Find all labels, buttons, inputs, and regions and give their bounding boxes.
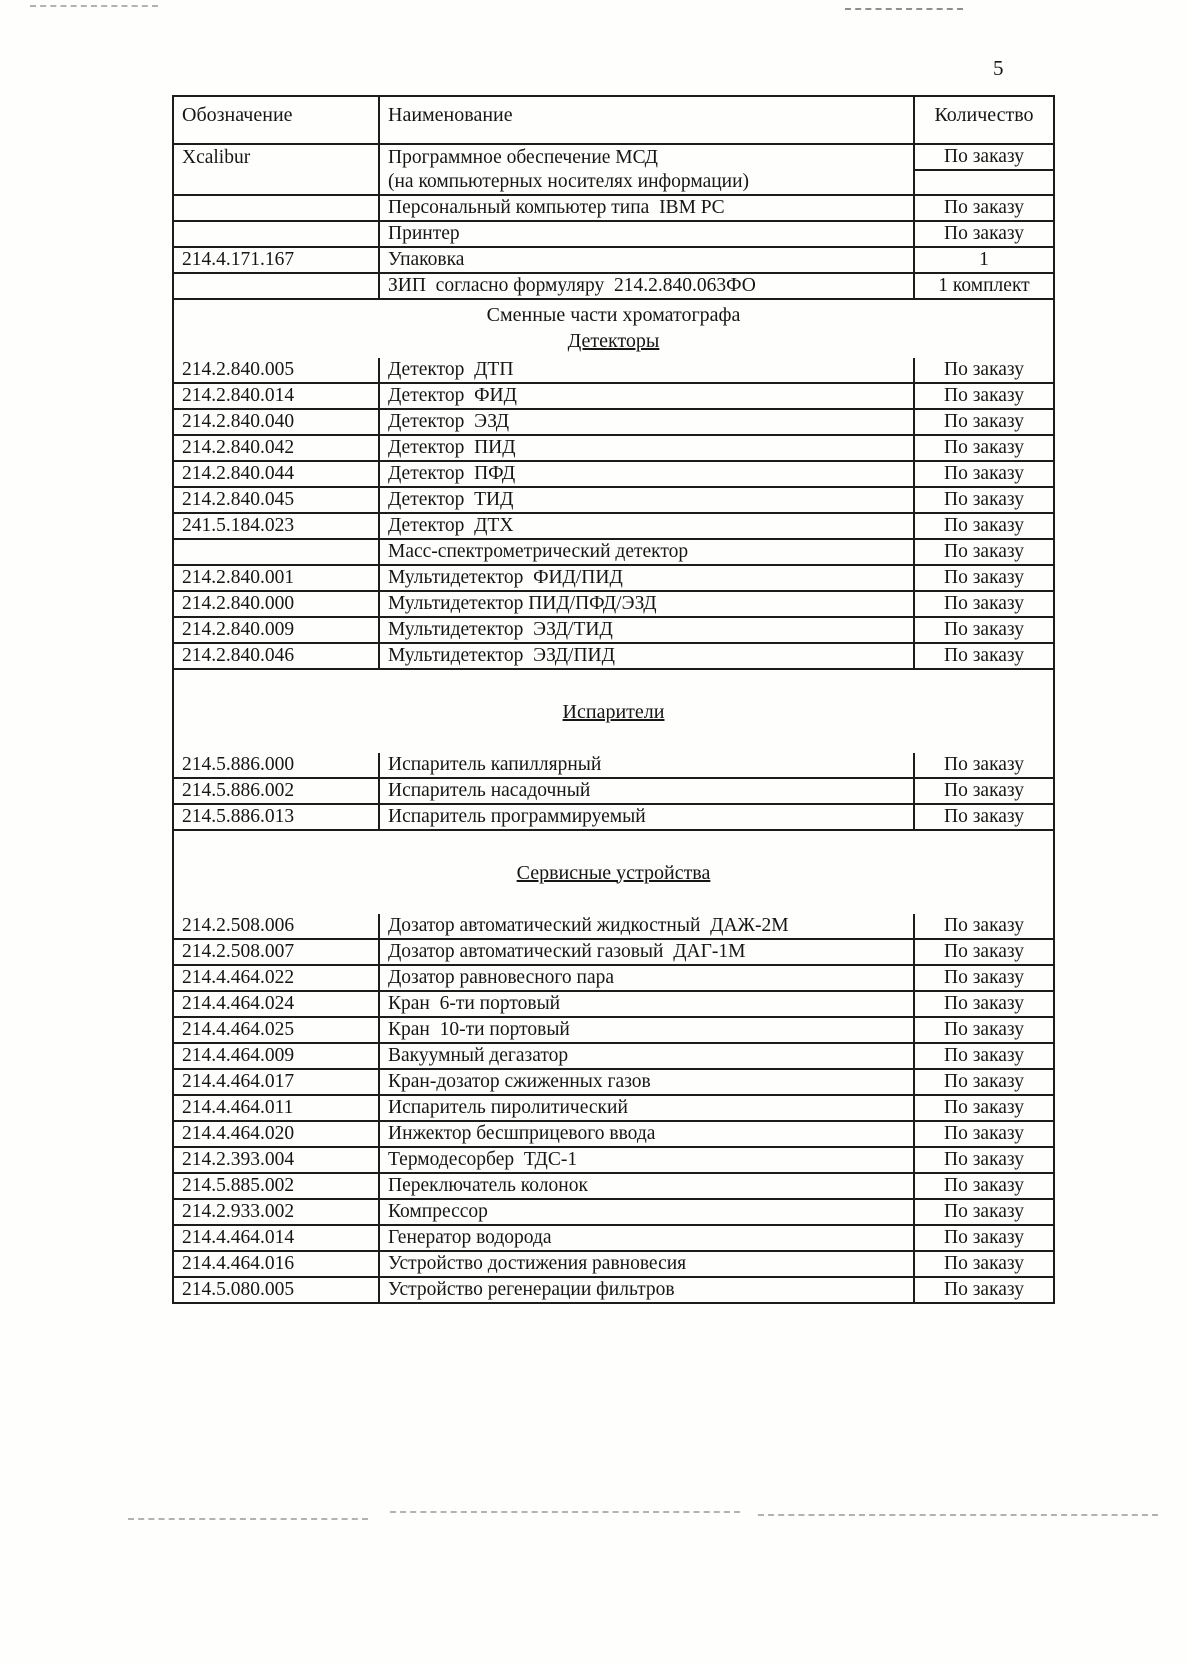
- cell-code: 214.2.840.046: [173, 643, 379, 669]
- cell-code: 214.4.464.014: [173, 1225, 379, 1251]
- table-row: [173, 1277, 1054, 1303]
- cell-code: [173, 195, 379, 221]
- cell-name: Детектор ДТХ: [379, 513, 914, 539]
- cell-code: [173, 273, 379, 299]
- section-cell: [173, 299, 1054, 358]
- table-row: [173, 513, 1054, 539]
- col-header-designation: Обозначение: [173, 96, 379, 144]
- cell-code: 214.4.464.016: [173, 1251, 379, 1277]
- table-row: [173, 1121, 1054, 1147]
- cell-name: Кран-дозатор сжиженных газов: [379, 1069, 914, 1095]
- cell-name: Испаритель пиролитический: [379, 1095, 914, 1121]
- cell-code: 214.2.840.001: [173, 565, 379, 591]
- section-row: [173, 299, 1054, 358]
- cell-qty: По заказу: [914, 1199, 1054, 1225]
- cell-code: 214.2.840.005: [173, 358, 379, 383]
- scan-artifact: [390, 1511, 740, 1513]
- cell-code: 214.4.464.011: [173, 1095, 379, 1121]
- table-row: [173, 1225, 1054, 1251]
- cell-name: Масс-спектрометрический детектор: [379, 539, 914, 565]
- cell-name: Генератор водорода: [379, 1225, 914, 1251]
- table-row: [173, 617, 1054, 643]
- cell-code: 214.4.464.020: [173, 1121, 379, 1147]
- table-body: [173, 144, 1054, 1303]
- cell-code: 214.2.840.000: [173, 591, 379, 617]
- cell-qty: По заказу: [914, 487, 1054, 513]
- cell-code: 214.2.933.002: [173, 1199, 379, 1225]
- cell-code: [173, 170, 379, 195]
- table-row: [173, 914, 1054, 939]
- cell-qty: По заказу: [914, 435, 1054, 461]
- table-row: [173, 1095, 1054, 1121]
- cell-name: Детектор ЭЗД: [379, 409, 914, 435]
- cell-name: Мультидетектор ЭЗД/ПИД: [379, 643, 914, 669]
- parts-table: [172, 95, 1055, 1304]
- cell-name: Мультидетектор ЭЗД/ТИД: [379, 617, 914, 643]
- table-row: [173, 778, 1054, 804]
- cell-code: 214.5.886.000: [173, 753, 379, 778]
- cell-name: Термодесорбер ТДС-1: [379, 1147, 914, 1173]
- cell-name: Дозатор автоматический газовый ДАГ-1М: [379, 939, 914, 965]
- cell-name: Переключатель колонок: [379, 1173, 914, 1199]
- scan-artifact: [758, 1514, 1158, 1516]
- table-row: [173, 435, 1054, 461]
- table-row: [173, 804, 1054, 830]
- page-number: 5: [993, 56, 1004, 80]
- cell-qty: 1 комплект: [914, 273, 1054, 299]
- table-row: [173, 221, 1054, 247]
- section-title: Сервисные устройства: [516, 861, 711, 884]
- section-row: [173, 669, 1054, 753]
- cell-code: 241.5.184.023: [173, 513, 379, 539]
- scan-artifact: [845, 8, 963, 10]
- cell-qty: По заказу: [914, 591, 1054, 617]
- cell-code: 214.2.840.040: [173, 409, 379, 435]
- table-row: [173, 965, 1054, 991]
- cell-code: 214.5.080.005: [173, 1277, 379, 1303]
- cell-qty: По заказу: [914, 461, 1054, 487]
- table-row: [173, 358, 1054, 383]
- table-row: [173, 1017, 1054, 1043]
- cell-name: Устройство достижения равновесия: [379, 1251, 914, 1277]
- cell-qty: По заказу: [914, 1277, 1054, 1303]
- cell-name: ЗИП согласно формуляру 214.2.840.063ФО: [379, 273, 914, 299]
- cell-name: Персональный компьютер типа IBM PC: [379, 195, 914, 221]
- table-row: [173, 565, 1054, 591]
- cell-name: Упаковка: [379, 247, 914, 273]
- table-row: [173, 991, 1054, 1017]
- cell-code: Xcalibur: [182, 146, 251, 168]
- cell-code: 214.5.886.002: [173, 778, 379, 804]
- cell-name: Испаритель программируемый: [379, 804, 914, 830]
- cell-code: [173, 221, 379, 247]
- cell-name: Устройство регенерации фильтров: [379, 1277, 914, 1303]
- cell-name: Вакуумный дегазатор: [379, 1043, 914, 1069]
- cell-qty: По заказу: [914, 1121, 1054, 1147]
- cell-name: Принтер: [379, 221, 914, 247]
- cell-qty: По заказу: [914, 1095, 1054, 1121]
- cell-name: Дозатор равновесного пара: [379, 965, 914, 991]
- table-row: [173, 461, 1054, 487]
- cell-code: 214.2.840.044: [173, 461, 379, 487]
- cell-qty: По заказу: [914, 914, 1054, 939]
- cell-name: Программное обеспечение МСД: [379, 144, 914, 170]
- cell-name: Кран 6-ти портовый: [379, 991, 914, 1017]
- cell-name: Детектор ПИД: [379, 435, 914, 461]
- table-row: [173, 383, 1054, 409]
- col-header-quantity: Количество: [914, 96, 1054, 144]
- table-row: [173, 1147, 1054, 1173]
- cell-name: Испаритель насадочный: [379, 778, 914, 804]
- table-row: [173, 539, 1054, 565]
- table-row: [173, 170, 1054, 195]
- cell-qty: По заказу: [914, 1043, 1054, 1069]
- cell-qty: По заказу: [914, 778, 1054, 804]
- section-title: Сменные части хроматографа: [486, 304, 741, 326]
- cell-qty: [914, 170, 1054, 195]
- section-cell: [173, 830, 1054, 914]
- cell-qty: По заказу: [914, 144, 1054, 170]
- section-row: [173, 830, 1054, 914]
- cell-code: 214.4.171.167: [173, 247, 379, 273]
- cell-name: Дозатор автоматический жидкостный ДАЖ-2М: [379, 914, 914, 939]
- table-row: [173, 643, 1054, 669]
- cell-qty: По заказу: [914, 358, 1054, 383]
- cell-name: Детектор ПФД: [379, 461, 914, 487]
- table-row: [173, 1199, 1054, 1225]
- cell-qty: По заказу: [914, 965, 1054, 991]
- cell-code: 214.2.840.042: [173, 435, 379, 461]
- cell-code: 214.2.508.007: [173, 939, 379, 965]
- table-row: [173, 144, 1054, 170]
- section-title: Испарители: [562, 700, 665, 723]
- cell-qty: По заказу: [914, 565, 1054, 591]
- section-title: Детекторы: [567, 330, 660, 352]
- table-row: [173, 939, 1054, 965]
- cell-qty: По заказу: [914, 409, 1054, 435]
- cell-name: Кран 10-ти портовый: [379, 1017, 914, 1043]
- cell-qty: По заказу: [914, 753, 1054, 778]
- cell-code: 214.5.886.013: [173, 804, 379, 830]
- cell-qty: По заказу: [914, 991, 1054, 1017]
- cell-name: Детектор ФИД: [379, 383, 914, 409]
- table-row: [173, 1173, 1054, 1199]
- table-header-row: [173, 96, 1054, 144]
- cell-qty: По заказу: [914, 1147, 1054, 1173]
- cell-code: 214.4.464.025: [173, 1017, 379, 1043]
- cell-qty: По заказу: [914, 513, 1054, 539]
- cell-name: Испаритель капиллярный: [379, 753, 914, 778]
- cell-qty: По заказу: [914, 195, 1054, 221]
- col-header-name: Наименование: [379, 96, 914, 144]
- table-row: [173, 1043, 1054, 1069]
- table-row: [173, 487, 1054, 513]
- cell-code: 214.2.393.004: [173, 1147, 379, 1173]
- table-row: [173, 753, 1054, 778]
- cell-code: 214.4.464.017: [173, 1069, 379, 1095]
- cell-name: (на компьютерных носителях информации): [379, 170, 914, 195]
- cell-code: 214.2.840.009: [173, 617, 379, 643]
- cell-code: 214.4.464.024: [173, 991, 379, 1017]
- cell-qty: По заказу: [914, 804, 1054, 830]
- cell-qty: 1: [914, 247, 1054, 273]
- cell-qty: По заказу: [914, 539, 1054, 565]
- cell-name: Детектор ДТП: [379, 358, 914, 383]
- cell-code: 214.2.840.045: [173, 487, 379, 513]
- cell-qty: По заказу: [914, 383, 1054, 409]
- cell-code: 214.4.464.009: [173, 1043, 379, 1069]
- cell-name: Детектор ТИД: [379, 487, 914, 513]
- cell-qty: По заказу: [914, 617, 1054, 643]
- cell-qty: По заказу: [914, 1069, 1054, 1095]
- scan-artifact: [128, 1518, 368, 1520]
- cell-qty: По заказу: [914, 643, 1054, 669]
- table-row: [173, 409, 1054, 435]
- cell-qty: По заказу: [914, 221, 1054, 247]
- cell-name: Мультидетектор ПИД/ПФД/ЭЗД: [379, 591, 914, 617]
- cell-code: 214.2.508.006: [173, 914, 379, 939]
- section-cell: [173, 669, 1054, 753]
- table-row: [173, 1251, 1054, 1277]
- cell-qty: По заказу: [914, 1251, 1054, 1277]
- table-row: [173, 273, 1054, 299]
- cell-qty: По заказу: [914, 939, 1054, 965]
- cell-code: 214.4.464.022: [173, 965, 379, 991]
- table-row: [173, 195, 1054, 221]
- cell-code: [173, 539, 379, 565]
- cell-qty: По заказу: [914, 1225, 1054, 1251]
- cell-name: Мультидетектор ФИД/ПИД: [379, 565, 914, 591]
- table-row: [173, 591, 1054, 617]
- table-row: [173, 247, 1054, 273]
- cell-code: 214.5.885.002: [173, 1173, 379, 1199]
- table-row: [173, 1069, 1054, 1095]
- cell-qty: По заказу: [914, 1017, 1054, 1043]
- cell-name: Инжектор бесшприцевого ввода: [379, 1121, 914, 1147]
- scan-artifact: [30, 5, 158, 7]
- cell-name: Компрессор: [379, 1199, 914, 1225]
- cell-code: 214.2.840.014: [173, 383, 379, 409]
- cell-qty: По заказу: [914, 1173, 1054, 1199]
